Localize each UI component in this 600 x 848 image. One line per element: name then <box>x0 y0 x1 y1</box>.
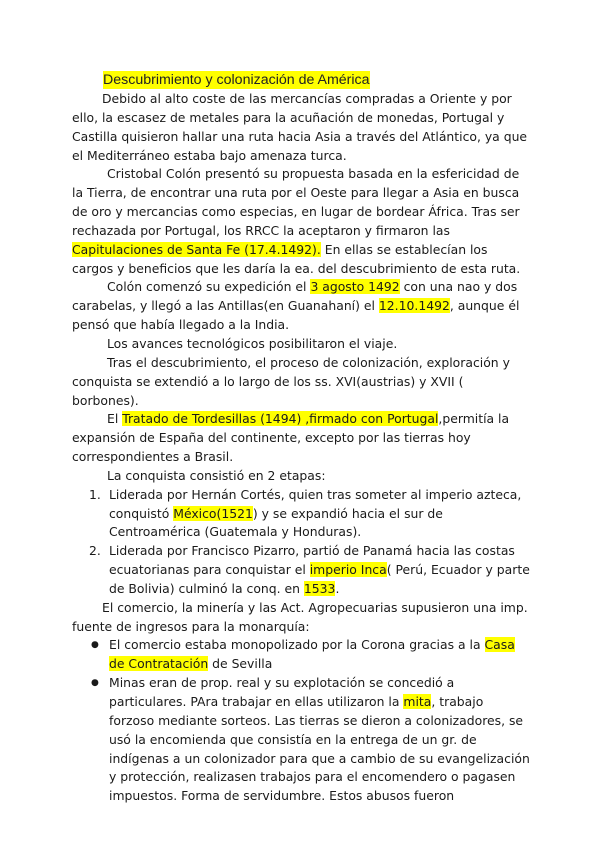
paragraph-causes: Debido al alto coste de las mercancías compradas a Oriente y por ello, la escasez de metales para la acuñación de monedas, Portugal y Castilla quisieron hallar una ruta hacia Asia a través del Atlántico, ya que el Mediterráneo estaba bajo amenaza turca. <box>72 91 528 163</box>
highlight-1533: 1533 <box>303 580 336 596</box>
document-body <box>72 90 532 806</box>
paragraph-economy: El comercio, la minería y las Act. Agropecuarias supusieron una imp. fuente de ingresos para la monarquía: <box>72 599 528 634</box>
paragraph-expedition: Colón comenzó su expedición el 3 agosto 1492 con una nao y dos carabelas, y llegó a las Antillas(en Guanahaní) el 12.10.1492, aunque él pensó que había llegado a la India. <box>72 279 520 333</box>
document-title: Descubrimiento y colonización de América <box>103 72 370 88</box>
paragraph-colon-proposal: Cristobal Colón presentó su propuesta basada en la esfericidad de la Tierra, de encontrar una ruta por el Oeste para llegar a Asia en busca de oro y mercancias como especias, en lugar de bordear África. Tras ser rechazada por Portugal, los RRCC la aceptaron y firmaron las Capitulaciones de Santa Fe (17.4.1492). En ellas se establecían los cargos y beneficios que les daría la ea. del descubrimiento de esta ruta. <box>72 166 521 276</box>
highlight-mita: mita <box>403 694 432 709</box>
bullet-icon: ● <box>91 640 99 651</box>
highlight-mexico: México(1521 <box>173 505 253 521</box>
numbered-list <box>72 486 532 599</box>
paragraph-tordesillas: El Tratado de Tordesillas (1494) ,firmado con Portugal,permitía la expansión de España del continente, excepto por las tierras hoy correspondientes a Brasil. <box>72 411 510 465</box>
highlight-departure-date: 3 agosto 1492 <box>310 279 400 295</box>
list-number: 2. <box>89 543 101 559</box>
list-item: ● Minas eran de prop. real y su explotación se concedió a particulares. PAra trabajar en ellas utilizaron la mita, trabajo forzoso mediante sorteos. Las tierras se dieron a colonizadores, se usó la encomienda que consistía en la entrega de un gr. de indígenas a un colonizador para que a cambio de su evangelización y protección, realizasen trabajos para el encomendero o pagasen impuestos. Forma de servidumbre. Estos abusos fueron <box>91 675 530 804</box>
list-item: 2. Liderada por Francisco Pizarro, partió de Panamá hacia las costas ecuatorianas para conquistar el imperio Inca( Perú, Ecuador y parte de Bolivia) culminó la conq. en 1533. <box>89 543 530 596</box>
list-item: ● El comercio estaba monopolizado por la Corona gracias a la Casa de Contratación de Sevilla <box>91 637 515 672</box>
bullet-list <box>72 636 532 806</box>
highlight-capitulaciones: Capitulaciones de Santa Fe (17.4.1492). <box>72 241 321 257</box>
paragraph-technology: Los avances tecnológicos posibilitaron el viaje. <box>107 335 398 351</box>
highlight-arrival-date: 12.10.1492 <box>378 298 450 314</box>
highlight-casa-contratacion: Casa de Contratación <box>109 637 515 672</box>
highlight-tordesillas: Tratado de Tordesillas (1494) ,firmado con Portugal <box>122 411 439 427</box>
paragraph-conquest-stages: La conquista consistió en 2 etapas: <box>107 467 326 483</box>
bullet-icon: ● <box>91 678 99 689</box>
list-number: 1. <box>89 486 101 502</box>
highlight-inca: imperio Inca <box>309 562 387 578</box>
list-item: 1. Liderada por Hernán Cortés, quien tras someter al imperio azteca, conquistó México(1521) y se expandió hacia el sur de Centroamérica (Guatemala y Honduras). <box>89 486 522 540</box>
paragraph-colonization: Tras el descubrimiento, el proceso de colonización, exploración y conquista se extendió a lo largo de los ss. XVI(austrias) y XVII ( borbones). <box>72 354 510 408</box>
